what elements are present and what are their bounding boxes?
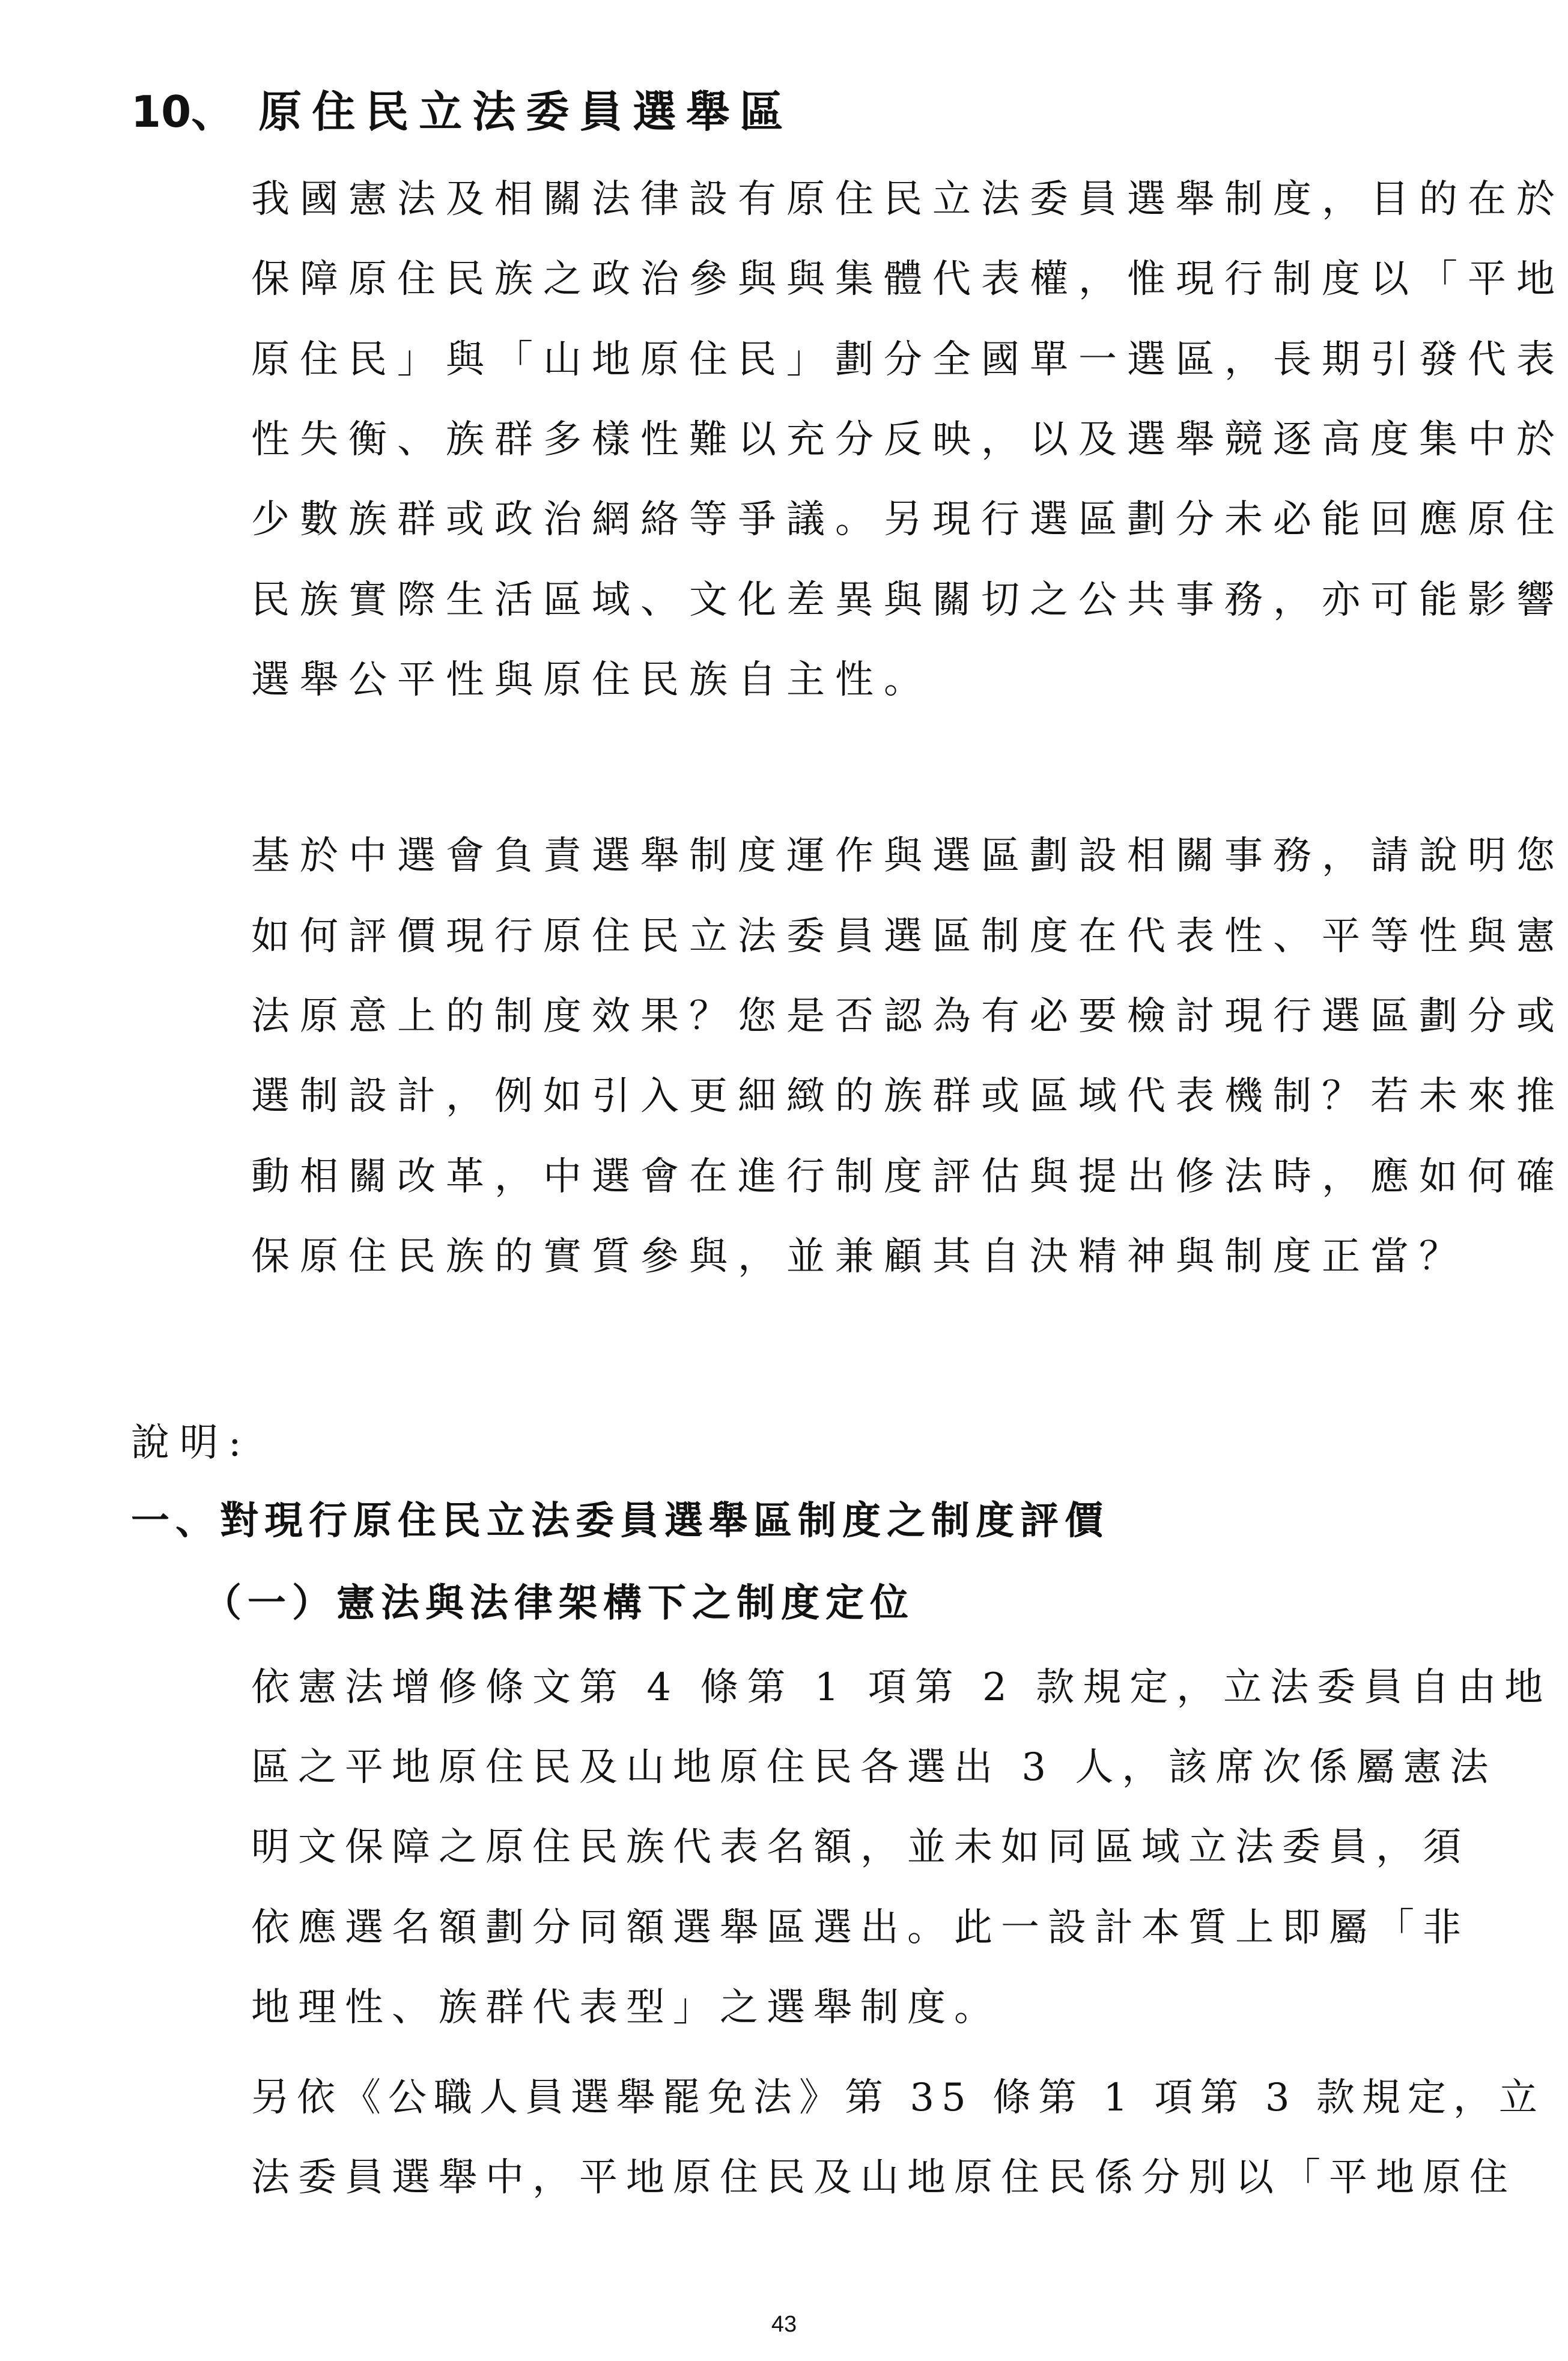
paragraph-line: 我國憲法及相關法律設有原住民立法委員選舉制度，目的在於 — [251, 177, 1565, 222]
paragraph-line: 另依《公職人員選舉罷免法》第 35 條第 1 項第 3 款規定，立 — [251, 2076, 1545, 2120]
paragraph-line: 民族實際生活區域、文化差異與關切之公共事務，亦可能影響 — [251, 578, 1565, 622]
heading-level-2: （一）憲法與法律架構下之制度定位 — [203, 1581, 914, 1626]
heading-level-1: 一、對現行原住民立法委員選舉區制度之制度評價 — [131, 1499, 1109, 1543]
paragraph-line: 依憲法增修條文第 4 條第 1 項第 2 款規定，立法委員自由地 — [251, 1665, 1552, 1710]
paragraph-line: 依應選名額劃分同額選舉區選出。此一設計本質上即屬「非 — [251, 1906, 1469, 1950]
paragraph-line: 如何評價現行原住民立法委員選區制度在代表性、平等性與憲 — [251, 914, 1565, 959]
paragraph-line: 選制設計，例如引入更細緻的族群或區域代表機制？若未來推 — [251, 1074, 1565, 1119]
paragraph-line: 少數族群或政治網絡等爭議。另現行選區劃分未必能回應原住 — [251, 497, 1565, 542]
paragraph-line: 地理性、族群代表型」之選舉制度。 — [251, 1986, 1001, 2030]
section-title: 原住民立法委員選舉區 — [258, 87, 794, 137]
paragraph-line: 原住民」與「山地原住民」劃分全國單一選區，長期引發代表 — [251, 338, 1565, 382]
section-number: 10、 — [131, 87, 235, 137]
paragraph-line: 法原意上的制度效果？您是否認為有必要檢討現行選區劃分或 — [251, 994, 1565, 1039]
paragraph-line: 保原住民族的實質參與，並兼顧其自決精神與制度正當？ — [251, 1235, 1468, 1279]
paragraph-line: 選舉公平性與原住民族自主性。 — [251, 658, 932, 702]
explanation-label: 說明: — [131, 1421, 252, 1465]
paragraph-line: 性失衡、族群多樣性難以充分反映，以及選舉競逐高度集中於 — [251, 418, 1565, 462]
paragraph-line: 明文保障之原住民族代表名額，並未如同區域立法委員，須 — [251, 1825, 1469, 1870]
paragraph-line: 區之平地原住民及山地原住民各選出 3 人，該席次係屬憲法 — [251, 1745, 1497, 1790]
section-heading — [131, 87, 794, 137]
paragraph-line: 動相關改革，中選會在進行制度評估與提出修法時，應如何確 — [251, 1155, 1565, 1199]
paragraph-line: 保障原住民族之政治參與與集體代表權，惟現行制度以「平地 — [251, 257, 1565, 302]
page-number: 43 — [771, 2312, 797, 2337]
paragraph-line: 法委員選舉中，平地原住民及山地原住民係分別以「平地原住 — [251, 2156, 1516, 2200]
paragraph-line: 基於中選會負責選舉制度運作與選區劃設相關事務，請說明您 — [251, 834, 1565, 878]
